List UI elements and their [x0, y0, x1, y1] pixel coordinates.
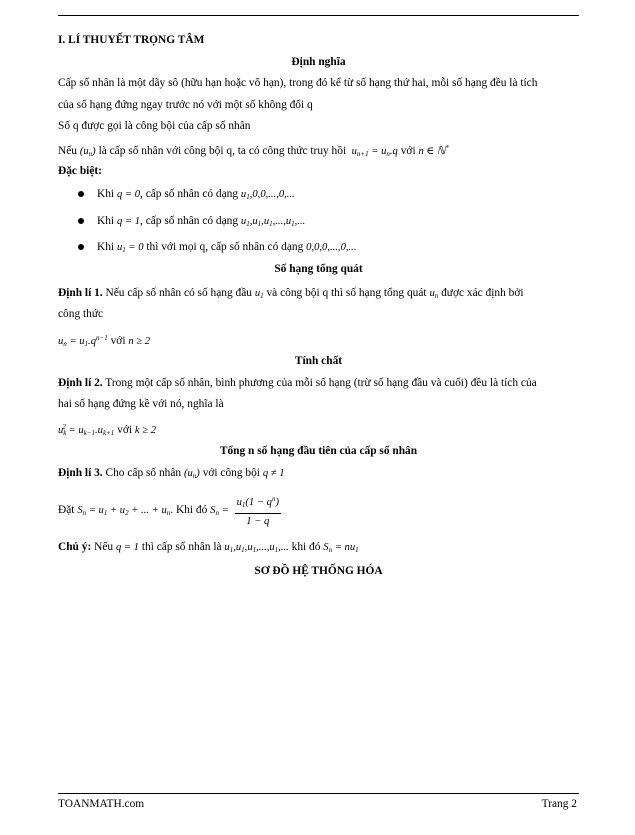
property-title: Tính chất — [294, 355, 343, 367]
definition-line-3: Số q được gọi là công bội của cấp số nhân — [58, 120, 251, 132]
bullet-2 — [78, 218, 84, 224]
theorem-2-line-1: Định lí 2. Trong một cấp số nhân, bình phương của mỗi số hạng (trừ số hạng đầu và cuối) đều là tích của — [58, 377, 537, 389]
note-line: Chú ý: Nếu q = 1 thì cấp số nhân là $u_1,u_1,u_1,...,u_1$,... khi đó $S_n = nu_1$ — [58, 541, 359, 554]
theorem-1-line-1: Định lí 1. Nếu cấp số nhân có số hạng đầu $u_1$ và công bội q thì số hạng tổng quát $u_n$ được xác định bởi — [58, 287, 524, 300]
general-term-formula: $u_n = u_1.q^{n-1}$ với n ≥ 2 — [58, 334, 151, 348]
recurrence-formula: $u_{n+1} = u_n.q$ — [348, 146, 398, 158]
section-heading: I. LÍ THUYẾT TRỌNG TÂM — [58, 34, 205, 46]
sum-fraction: $\frac{u_1(1 - q^n)}{1 - q}$ — [235, 492, 281, 529]
general-term-title: Số hạng tổng quát — [274, 263, 363, 275]
sum-title: Tổng n số hạng đầu tiên của cấp số nhân — [219, 445, 418, 457]
header-rule — [58, 15, 579, 16]
definition-line-2: của số hạng đứng ngay trước nó với một số không đổi q — [58, 99, 313, 111]
theorem-1-line-2: công thức — [58, 308, 104, 320]
bullet-3 — [78, 244, 84, 250]
theorem-2-line-2: hai số hạng đứng kề với nó, nghĩa là — [58, 398, 224, 410]
footer-rule — [58, 793, 579, 794]
theorem-3-line: Định lí 3. Cho cấp số nhân $(u_n)$ với công bội q ≠ 1 — [58, 467, 285, 480]
diagram-heading: SƠ ĐỒ HỆ THỐNG HÓA — [254, 565, 383, 577]
special-item-1: Khi q = 0, cấp số nhân có dạng $u_1,0,0,...,0$,... — [97, 188, 295, 201]
domain-condition: n ∈ ℕ* — [418, 144, 449, 157]
special-item-2: Khi q = 1, cấp số nhân có dạng $u_1,u_1,u_1,...,u_1$,... — [97, 215, 306, 228]
special-item-3: Khi $u_1 = 0$ thì với mọi q, cấp số nhân có dạng 0,0,0,...,0,... — [97, 241, 357, 254]
footer-site: TOANMATH.com — [58, 798, 145, 810]
definition-title: Định nghĩa — [291, 56, 346, 68]
property-formula: $u_k^2 = u_{k-1}.u_{k+1}$ với k ≥ 2 — [58, 423, 157, 437]
sequence-notation: $(u_n)$ — [79, 146, 96, 158]
text-voi: với — [400, 145, 416, 157]
bullet-1 — [78, 191, 84, 197]
definition-recurrence-line — [58, 141, 579, 161]
sum-formula-line: Đặt $S_n = u_1 + u_2$ + ... + $u_n$. Khi đó $S_n$ = $\frac{u_1(1 - q^n)}{1 - q}$ — [58, 492, 579, 529]
definition-line-1: Cấp số nhân là một dãy sô (hữu hạn hoặc vô hạn), trong đó kể từ số hạng thứ hai, mỗi số hạng đều là tích — [58, 77, 538, 89]
text-neu: Nếu — [58, 145, 77, 157]
footer-page-number: Trang 2 — [541, 798, 577, 810]
special-title: Đặc biệt: — [58, 165, 102, 177]
text-recurrence: là cấp số nhân với công bội q, ta có công thức truy hồi — [98, 145, 347, 157]
